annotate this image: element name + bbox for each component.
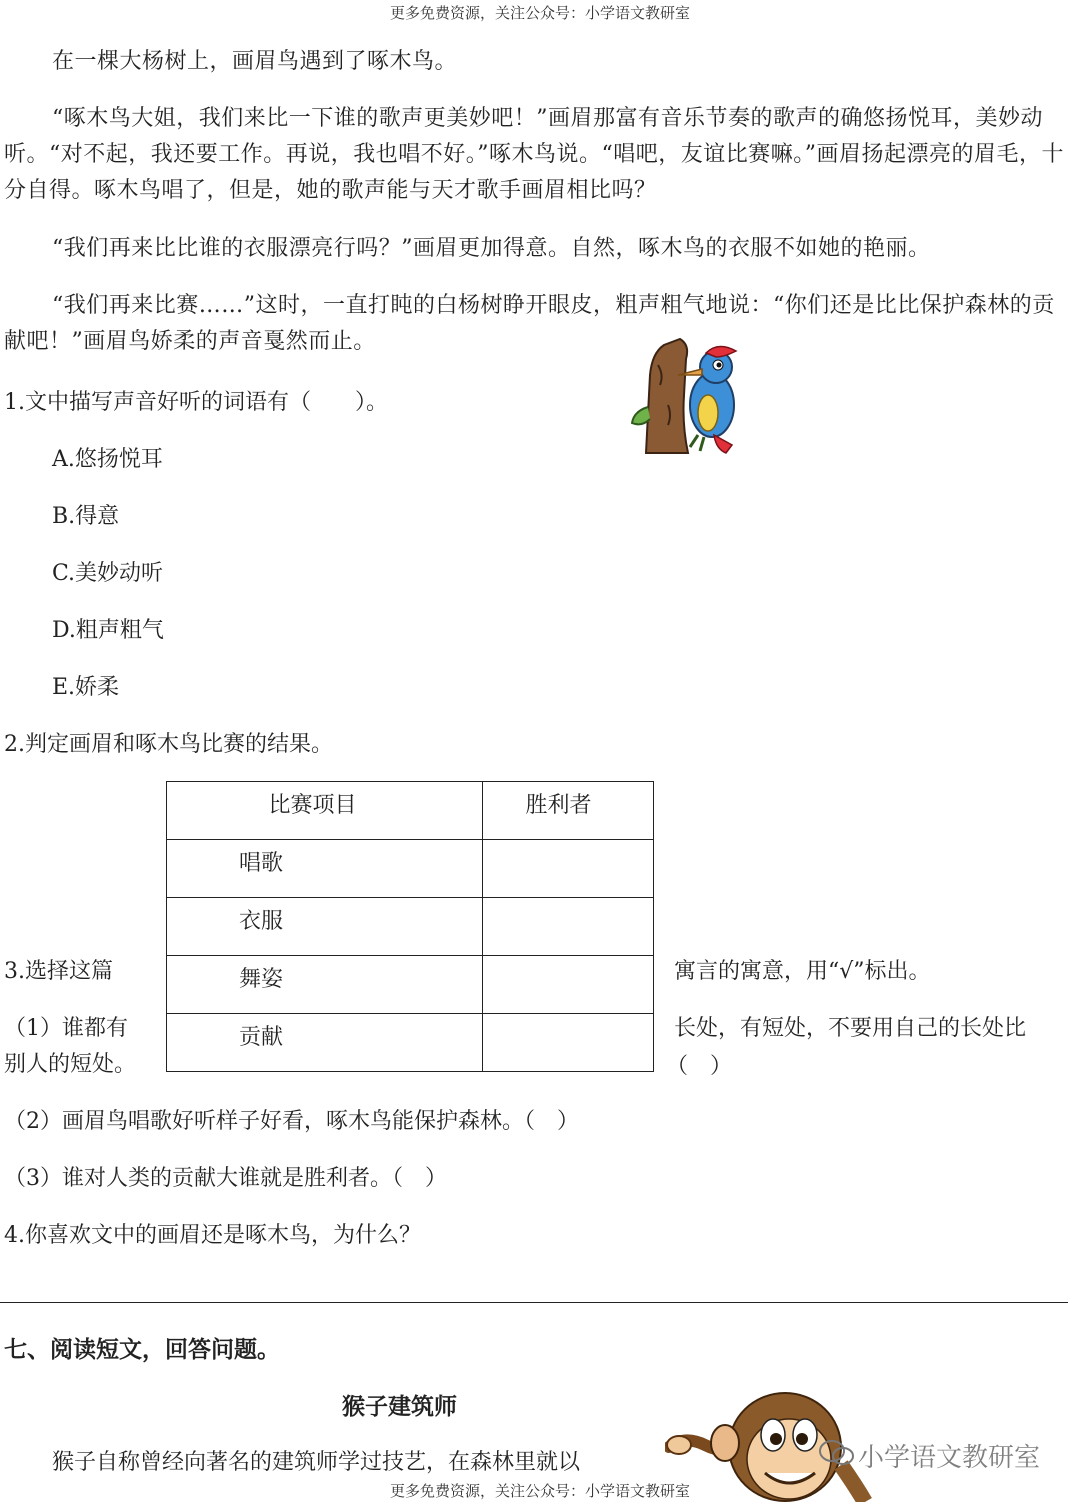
question-3-option-2: （2）画眉鸟唱歌好听样子好看，啄木鸟能保护森林。（ ） bbox=[4, 1109, 579, 1134]
page-header: 更多免费资源，关注公众号：小学语文教研室 bbox=[389, 4, 690, 22]
question-3-option-1-right: 长处，有短处，不要用自己的长处比 bbox=[674, 1016, 1027, 1041]
story-first-line: 猴子自称曾经向著名的建筑师学过技艺，在森林里就以 bbox=[52, 1450, 581, 1475]
question-1-option-d: D.粗声粗气 bbox=[52, 618, 164, 643]
question-3-option-3: （3）谁对人类的贡献大谁就是胜利者。（ ） bbox=[4, 1166, 447, 1191]
table-cell-answer[interactable] bbox=[483, 1014, 654, 1072]
table-cell-item: 唱歌 bbox=[167, 840, 483, 898]
table-header-row bbox=[167, 782, 654, 840]
result-table bbox=[166, 781, 654, 1072]
question-1-option-c: C.美妙动听 bbox=[52, 561, 164, 586]
question-1-stem: 1.文中描写声音好听的词语有（ ）。 bbox=[4, 390, 388, 415]
watermark-text: 小学语文教研室 bbox=[858, 1443, 1041, 1473]
table-cell-answer[interactable] bbox=[483, 956, 654, 1014]
table-row bbox=[167, 1014, 654, 1072]
table-cell-item: 衣服 bbox=[167, 898, 483, 956]
section-divider bbox=[0, 1302, 1068, 1303]
question-1-option-b: B.得意 bbox=[52, 504, 120, 529]
table-row bbox=[167, 898, 654, 956]
table-row bbox=[167, 956, 654, 1014]
table-row bbox=[167, 840, 654, 898]
wechat-icon bbox=[818, 1438, 856, 1468]
table-header-cell: 比赛项目 bbox=[167, 782, 483, 840]
table-cell-answer[interactable] bbox=[483, 898, 654, 956]
passage-paragraph-3: “我们再来比比谁的衣服漂亮行吗？”画眉更加得意。自然，啄木鸟的衣服不如她的艳丽。 bbox=[52, 236, 931, 261]
table-cell-item: 贡献 bbox=[167, 1014, 483, 1072]
question-3-option-1-paren: （ ） bbox=[666, 1054, 733, 1079]
page-footer: 更多免费资源，关注公众号：小学语文教研室 bbox=[389, 1482, 690, 1500]
question-3-option-1-left: （1）谁都有 bbox=[4, 1016, 128, 1041]
woodpecker-illustration bbox=[628, 335, 743, 455]
passage-paragraph-4: “我们再来比赛……”这时，一直打盹的白杨树睁开眼皮，粗声粗气地说：“你们还是比比保护森林的贡献吧！”画眉鸟娇柔的声音戛然而止。 bbox=[4, 293, 1055, 354]
question-1-option-e: E.娇柔 bbox=[52, 675, 120, 700]
question-3-stem-left: 3.选择这篇 bbox=[4, 959, 113, 984]
passage-paragraph-1: 在一棵大杨树上，画眉鸟遇到了啄木鸟。 bbox=[52, 49, 458, 74]
question-4-stem: 4.你喜欢文中的画眉还是啄木鸟，为什么？ bbox=[4, 1223, 421, 1248]
question-3-stem-right: 寓言的寓意，用“√”标出。 bbox=[674, 959, 931, 984]
passage-paragraph-2: “啄木鸟大姐，我们来比一下谁的歌声更美妙吧！”画眉那富有音乐节奏的歌声的确悠扬悦耳，美妙动听。“对不起，我还要工作。再说，我也唱不好。”啄木鸟说。“唱吧，友谊比赛嘛。”画眉扬起漂亮的眉毛，十分自得。啄木鸟唱了，但是，她的歌声能与天才歌手画眉相比吗？ bbox=[4, 106, 1064, 203]
table-cell-item: 舞姿 bbox=[167, 956, 483, 1014]
question-1-option-a: A.悠扬悦耳 bbox=[52, 447, 163, 472]
table-cell-answer[interactable] bbox=[483, 840, 654, 898]
question-2-stem: 2.判定画眉和啄木鸟比赛的结果。 bbox=[4, 732, 333, 757]
table-header-cell: 胜利者 bbox=[483, 782, 654, 840]
section-7-heading: 七、阅读短文，回答问题。 bbox=[4, 1336, 280, 1363]
story-title: 猴子建筑师 bbox=[342, 1393, 457, 1420]
question-3-option-1-line2: 别人的短处。 bbox=[4, 1052, 137, 1077]
